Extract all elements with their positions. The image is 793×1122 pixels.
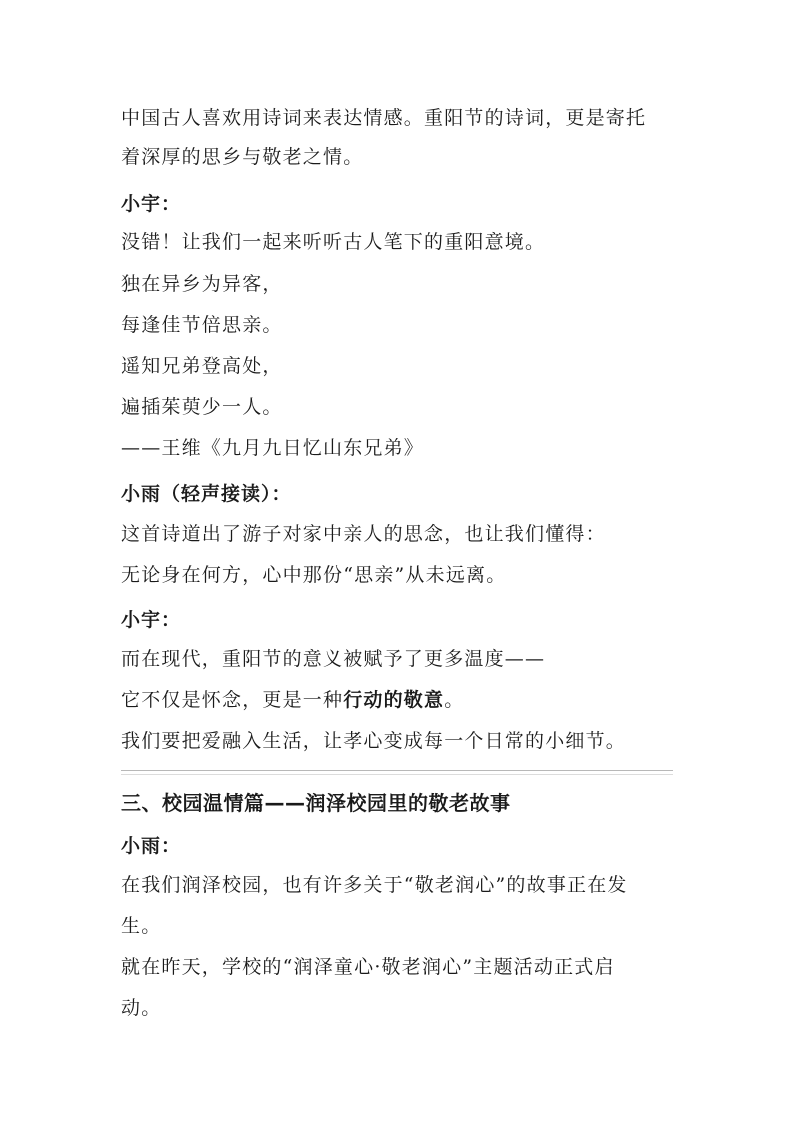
poem-line: 每逢佳节倍思亲。 [121, 314, 283, 336]
section-divider [121, 770, 673, 775]
paragraph-line: 无论身在何方，心中那份“思亲”从未远离。 [121, 564, 507, 586]
bold-text-run: 行动的敬意 [343, 689, 445, 711]
poem-attribution: ——王维《九月九日忆山东兄弟》 [121, 437, 425, 459]
text-run: 。 [444, 689, 465, 711]
section-heading: 三、校园温情篇——润泽校园里的敬老故事 [121, 791, 511, 815]
paragraph-line: 动。 [121, 997, 162, 1019]
paragraph-line: 我们要把爱融入生活，让孝心变成每一个日常的小细节。 [121, 730, 627, 752]
speaker-label: 小宇： [121, 609, 182, 631]
paragraph-line: 着深厚的思乡与敬老之情。 [121, 146, 364, 168]
speaker-label: 小雨（轻声接读）： [121, 483, 292, 505]
paragraph-line: 生。 [121, 915, 162, 937]
paragraph-line: 就在昨天，学校的“润泽童心·敬老润心”主题活动正式启 [121, 956, 615, 978]
speaker-label: 小雨： [121, 835, 182, 857]
paragraph-line [121, 688, 681, 712]
text-run: 它不仅是怀念，更是一种 [121, 689, 344, 711]
paragraph-line: 中国古人喜欢用诗词来表达情感。重阳节的诗词，更是寄托 [121, 107, 647, 129]
paragraph-line: 在我们润泽校园，也有许多关于“敬老润心”的故事正在发 [121, 874, 628, 896]
paragraph-line: 没错！让我们一起来听听古人笔下的重阳意境。 [121, 231, 546, 253]
paragraph-line: 而在现代，重阳节的意义被赋予了更多温度—— [121, 648, 546, 670]
paragraph-line: 这首诗道出了游子对家中亲人的思念，也让我们懂得： [121, 523, 606, 545]
poem-line: 遥知兄弟登高处， [121, 355, 283, 377]
poem-line: 独在异乡为异客， [121, 273, 283, 295]
poem-line: 遍插茱萸少一人。 [121, 396, 283, 418]
speaker-label: 小宇： [121, 193, 182, 215]
